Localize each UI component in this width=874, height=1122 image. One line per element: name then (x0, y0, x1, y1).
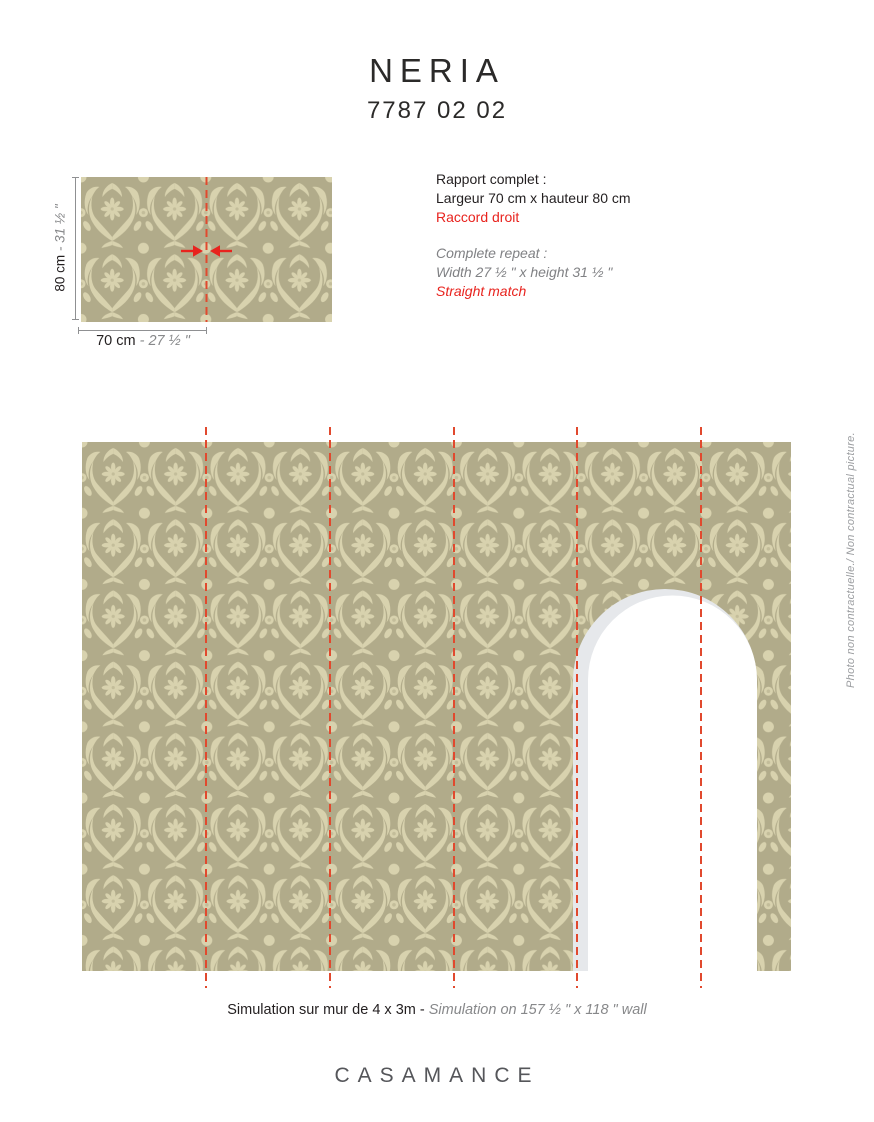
repeat-specs (436, 170, 631, 301)
height-imperial-label: - 31 ½ " (52, 204, 68, 252)
width-imperial-label: - 27 ½ " (139, 333, 190, 349)
panel-seam-dash (700, 427, 702, 988)
height-dimension-line (75, 177, 76, 320)
width-metric-label: 70 cm (96, 333, 140, 349)
repeat-specs-french (436, 170, 631, 227)
spec-fr-dimensions: Largeur 70 cm x hauteur 80 cm (436, 190, 631, 206)
spec-en-title: Complete repeat : (436, 245, 548, 261)
width-dimension-line (78, 330, 207, 331)
panel-seam-dash (205, 427, 207, 988)
panel-seam-dash (453, 427, 455, 988)
brand-logo: CASAMANCE (334, 1064, 540, 1087)
spec-fr-title: Rapport complet : (436, 171, 547, 187)
spec-fr-match-type: Raccord droit (436, 209, 520, 225)
wall-simulation-image (82, 442, 791, 971)
photo-disclaimer: Photo non contractuelle./ Non contractual picture. (845, 432, 857, 688)
repeat-specs-english (436, 244, 631, 301)
product-reference: 7787 02 02 (366, 97, 508, 124)
spec-en-match-type: Straight match (436, 283, 527, 299)
page-title: NERIA (369, 52, 505, 89)
repeat-swatch-image (81, 177, 332, 322)
height-dimension-label (53, 204, 68, 291)
width-dimension-label (96, 333, 190, 349)
simulation-caption-fr: Simulation sur mur de 4 x 3m - (227, 1002, 429, 1018)
spec-en-dimensions: Width 27 ½ " x height 31 ½ " (436, 264, 613, 280)
arch-opening (588, 596, 757, 972)
panel-seam-dash (329, 427, 331, 988)
simulation-caption-en: Simulation on 157 ½ " x 118 " wall (428, 1002, 647, 1018)
panel-seam-dash (576, 427, 578, 988)
simulation-caption (0, 1002, 874, 1018)
height-metric-label: 80 cm (52, 251, 68, 292)
